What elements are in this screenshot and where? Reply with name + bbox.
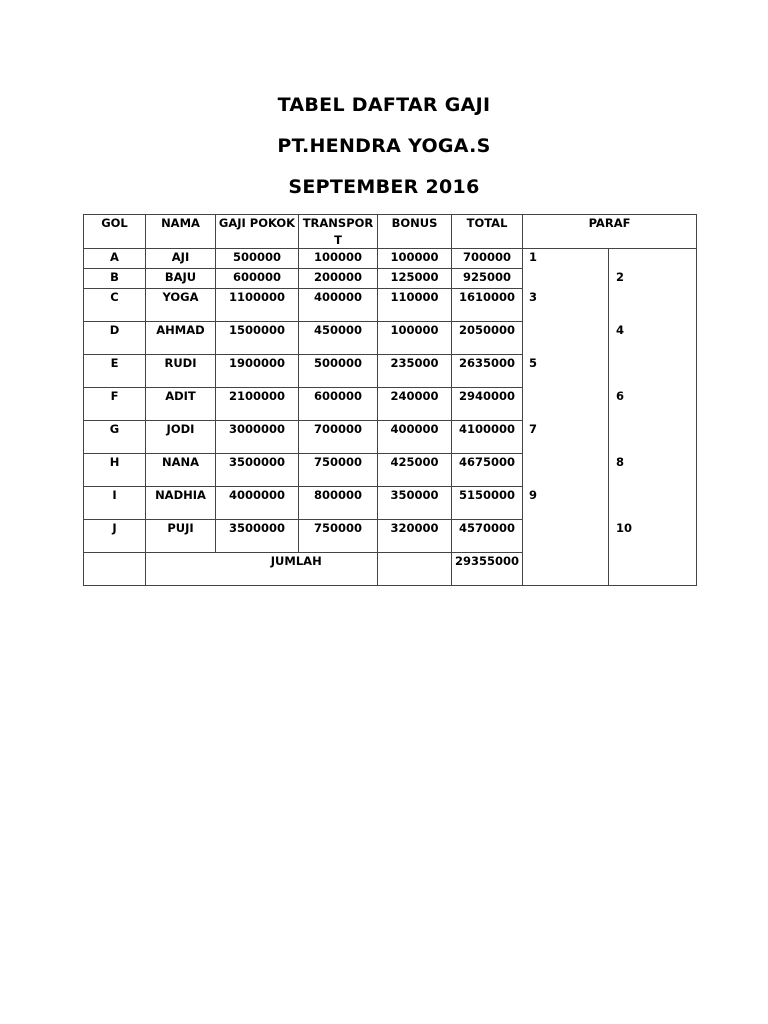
jumlah-row: [84, 553, 697, 586]
jumlah-paraf-right: [609, 553, 697, 586]
table-row: [84, 454, 697, 487]
cell-paraf-left: 7: [523, 421, 609, 454]
header-gol: GOL: [84, 215, 146, 249]
cell-total: 700000: [452, 249, 523, 269]
cell-bonus: 110000: [378, 289, 452, 322]
header-row: [84, 215, 697, 249]
jumlah-label: JUMLAH: [216, 553, 378, 586]
cell-gaji: 3500000: [216, 520, 299, 553]
cell-paraf-right: 8: [609, 454, 697, 487]
header-transport: TRANSPORT: [299, 215, 378, 249]
jumlah-paraf-left: [523, 553, 609, 586]
cell-paraf-left: 5: [523, 355, 609, 388]
cell-total: 4100000: [452, 421, 523, 454]
cell-paraf-right: 2: [609, 269, 697, 289]
cell-gol: F: [84, 388, 146, 421]
cell-paraf-right: 6: [609, 388, 697, 421]
cell-gaji: 2100000: [216, 388, 299, 421]
cell-gaji: 500000: [216, 249, 299, 269]
cell-paraf-right: [609, 355, 697, 388]
cell-bonus: 240000: [378, 388, 452, 421]
cell-transport: 600000: [299, 388, 378, 421]
cell-paraf-right: 10: [609, 520, 697, 553]
cell-gol: C: [84, 289, 146, 322]
jumlah-total: 29355000: [452, 553, 523, 586]
cell-bonus: 100000: [378, 249, 452, 269]
title-line-1: TABEL DAFTAR GAJI: [277, 94, 491, 116]
cell-nama: AHMAD: [146, 322, 216, 355]
cell-bonus: 400000: [378, 421, 452, 454]
cell-nama: NANA: [146, 454, 216, 487]
cell-gaji: 3500000: [216, 454, 299, 487]
jumlah-nama: [146, 553, 216, 586]
cell-bonus: 235000: [378, 355, 452, 388]
cell-bonus: 425000: [378, 454, 452, 487]
cell-nama: JODI: [146, 421, 216, 454]
cell-total: 1610000: [452, 289, 523, 322]
cell-gol: J: [84, 520, 146, 553]
header-total: TOTAL: [452, 215, 523, 249]
cell-transport: 750000: [299, 454, 378, 487]
table-row: [84, 249, 697, 269]
header-gaji-pokok: GAJI POKOK: [216, 215, 299, 249]
cell-total: 4675000: [452, 454, 523, 487]
cell-bonus: 125000: [378, 269, 452, 289]
cell-gol: H: [84, 454, 146, 487]
table-row: [84, 269, 697, 289]
cell-nama: YOGA: [146, 289, 216, 322]
cell-gol: A: [84, 249, 146, 269]
cell-gol: G: [84, 421, 146, 454]
cell-gaji: 4000000: [216, 487, 299, 520]
cell-bonus: 100000: [378, 322, 452, 355]
cell-transport: 100000: [299, 249, 378, 269]
cell-gol: B: [84, 269, 146, 289]
table-row: [84, 421, 697, 454]
cell-transport: 700000: [299, 421, 378, 454]
header-bonus: BONUS: [378, 215, 452, 249]
cell-gaji: 1500000: [216, 322, 299, 355]
jumlah-gol: [84, 553, 146, 586]
cell-paraf-left: 1: [523, 249, 609, 269]
cell-paraf-left: 9: [523, 487, 609, 520]
table-row: [84, 388, 697, 421]
cell-gaji: 600000: [216, 269, 299, 289]
cell-paraf-left: [523, 322, 609, 355]
cell-paraf-left: 3: [523, 289, 609, 322]
cell-transport: 450000: [299, 322, 378, 355]
table-row: [84, 355, 697, 388]
salary-table: [83, 214, 697, 586]
cell-total: 2635000: [452, 355, 523, 388]
cell-bonus: 320000: [378, 520, 452, 553]
cell-paraf-right: 4: [609, 322, 697, 355]
cell-gaji: 1100000: [216, 289, 299, 322]
title-line-2: PT.HENDRA YOGA.S: [277, 135, 491, 157]
cell-paraf-left: [523, 269, 609, 289]
cell-bonus: 350000: [378, 487, 452, 520]
jumlah-bonus: [378, 553, 452, 586]
header-nama: NAMA: [146, 215, 216, 249]
cell-nama: RUDI: [146, 355, 216, 388]
cell-total: 2050000: [452, 322, 523, 355]
cell-transport: 750000: [299, 520, 378, 553]
cell-paraf-right: [609, 249, 697, 269]
cell-gol: D: [84, 322, 146, 355]
table-row: [84, 289, 697, 322]
cell-gol: E: [84, 355, 146, 388]
table-row: [84, 487, 697, 520]
cell-nama: AJI: [146, 249, 216, 269]
cell-paraf-right: [609, 289, 697, 322]
cell-total: 5150000: [452, 487, 523, 520]
cell-paraf-left: [523, 454, 609, 487]
cell-nama: BAJU: [146, 269, 216, 289]
cell-gaji: 1900000: [216, 355, 299, 388]
cell-paraf-right: [609, 421, 697, 454]
cell-paraf-left: [523, 388, 609, 421]
cell-paraf-right: [609, 487, 697, 520]
cell-nama: ADIT: [146, 388, 216, 421]
header-paraf: PARAF: [523, 215, 697, 249]
title-line-3: SEPTEMBER 2016: [288, 176, 480, 198]
cell-transport: 800000: [299, 487, 378, 520]
cell-transport: 500000: [299, 355, 378, 388]
cell-nama: PUJI: [146, 520, 216, 553]
cell-paraf-left: [523, 520, 609, 553]
cell-transport: 200000: [299, 269, 378, 289]
table-row: [84, 322, 697, 355]
cell-nama: NADHIA: [146, 487, 216, 520]
cell-total: 2940000: [452, 388, 523, 421]
document-title-block: [0, 88, 768, 211]
cell-transport: 400000: [299, 289, 378, 322]
table-row: [84, 520, 697, 553]
cell-gol: I: [84, 487, 146, 520]
cell-total: 4570000: [452, 520, 523, 553]
cell-gaji: 3000000: [216, 421, 299, 454]
cell-total: 925000: [452, 269, 523, 289]
